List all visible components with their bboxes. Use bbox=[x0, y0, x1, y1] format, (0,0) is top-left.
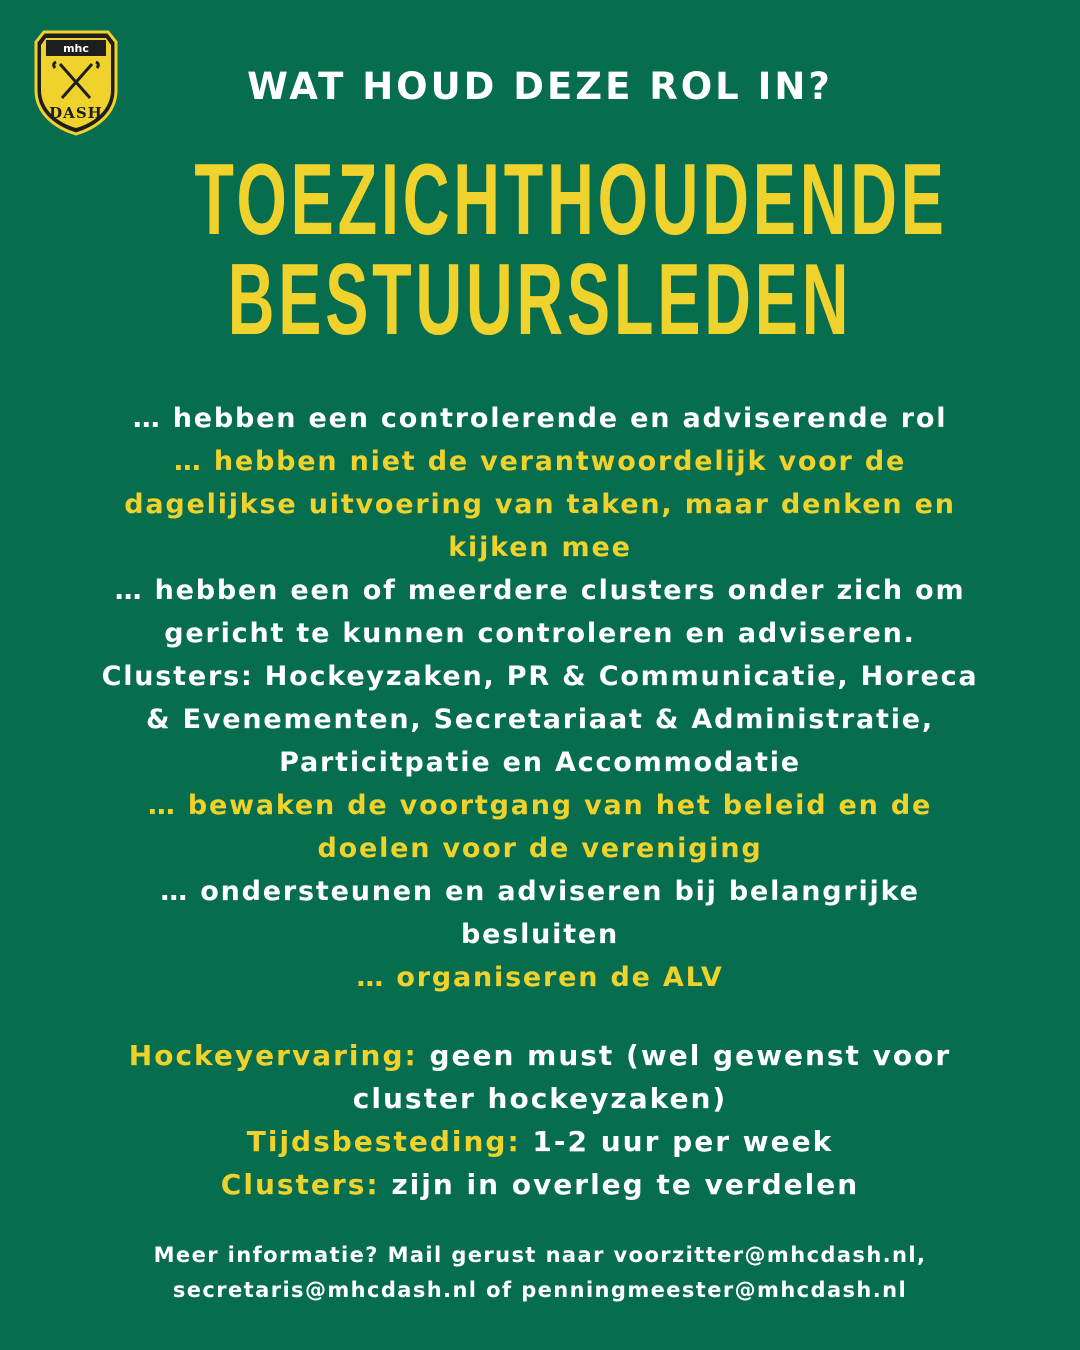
title-line-2: BESTUURSLEDEN bbox=[227, 244, 853, 356]
footer-line: Meer informatie? Mail gerust naar voorzitter@mhcdash.nl, bbox=[153, 1243, 927, 1267]
fact-label: Clusters: bbox=[220, 1168, 380, 1201]
duty-line: Clusters: Hockeyzaken, PR & Communicatie, Horeca bbox=[101, 661, 979, 692]
fact-value: zijn in overleg te verdelen bbox=[391, 1168, 860, 1201]
title-line-1: TOEZICHTHOUDENDE bbox=[194, 144, 948, 256]
duty-line: besluiten bbox=[460, 919, 620, 950]
duty-line: … hebben een controlerende en adviserende rol bbox=[132, 403, 948, 434]
fact-label: Tijdsbesteding: bbox=[246, 1125, 521, 1158]
role-facts bbox=[40, 1034, 1040, 1206]
fact-label: Hockeyervaring: bbox=[128, 1039, 418, 1072]
duty-item bbox=[60, 397, 1020, 440]
duty-line: … organiseren de ALV bbox=[356, 962, 724, 993]
duty-item bbox=[60, 956, 1020, 999]
contact-footer bbox=[40, 1238, 1040, 1308]
duty-line: Particitpatie en Accommodatie bbox=[279, 747, 801, 778]
fact-value: geen must (wel gewenst voor bbox=[429, 1039, 952, 1072]
logo-top-text: mhc bbox=[63, 42, 89, 55]
duty-line: dagelijkse uitvoering van taken, maar denken en bbox=[124, 489, 956, 520]
eyebrow-heading: WAT HOUD DEZE ROL IN? bbox=[247, 65, 833, 108]
footer-line: secretaris@mhcdash.nl of penningmeester@mhcdash.nl bbox=[172, 1278, 908, 1302]
duty-line: kijken mee bbox=[448, 532, 632, 563]
page-title bbox=[0, 144, 1080, 356]
duty-line: gericht te kunnen controleren en adviseren. bbox=[164, 618, 916, 649]
fact-value: cluster hockeyzaken) bbox=[352, 1082, 728, 1115]
duty-line: … hebben een of meerdere clusters onder zich om bbox=[114, 575, 966, 606]
duty-line: … hebben niet de verantwoordelijk voor de bbox=[173, 446, 907, 477]
duties-list bbox=[60, 397, 1020, 999]
fact-clusters bbox=[40, 1163, 1040, 1206]
duty-item bbox=[60, 784, 1020, 870]
duty-item bbox=[60, 440, 1020, 569]
duty-line: doelen voor de vereniging bbox=[317, 833, 763, 864]
fact-value: 1-2 uur per week bbox=[532, 1125, 834, 1158]
duty-line: & Evenementen, Secretariaat & Administratie, bbox=[146, 704, 934, 735]
duty-item bbox=[60, 569, 1020, 784]
duty-line: … bewaken de voortgang van het beleid en de bbox=[147, 790, 933, 821]
duty-item bbox=[60, 870, 1020, 956]
fact-hockey-experience bbox=[40, 1034, 1040, 1077]
duty-line: … ondersteunen en adviseren bij belangrijke bbox=[160, 876, 920, 907]
fact-time-commitment bbox=[40, 1120, 1040, 1163]
logo-bottom-text: DASH bbox=[49, 104, 103, 122]
